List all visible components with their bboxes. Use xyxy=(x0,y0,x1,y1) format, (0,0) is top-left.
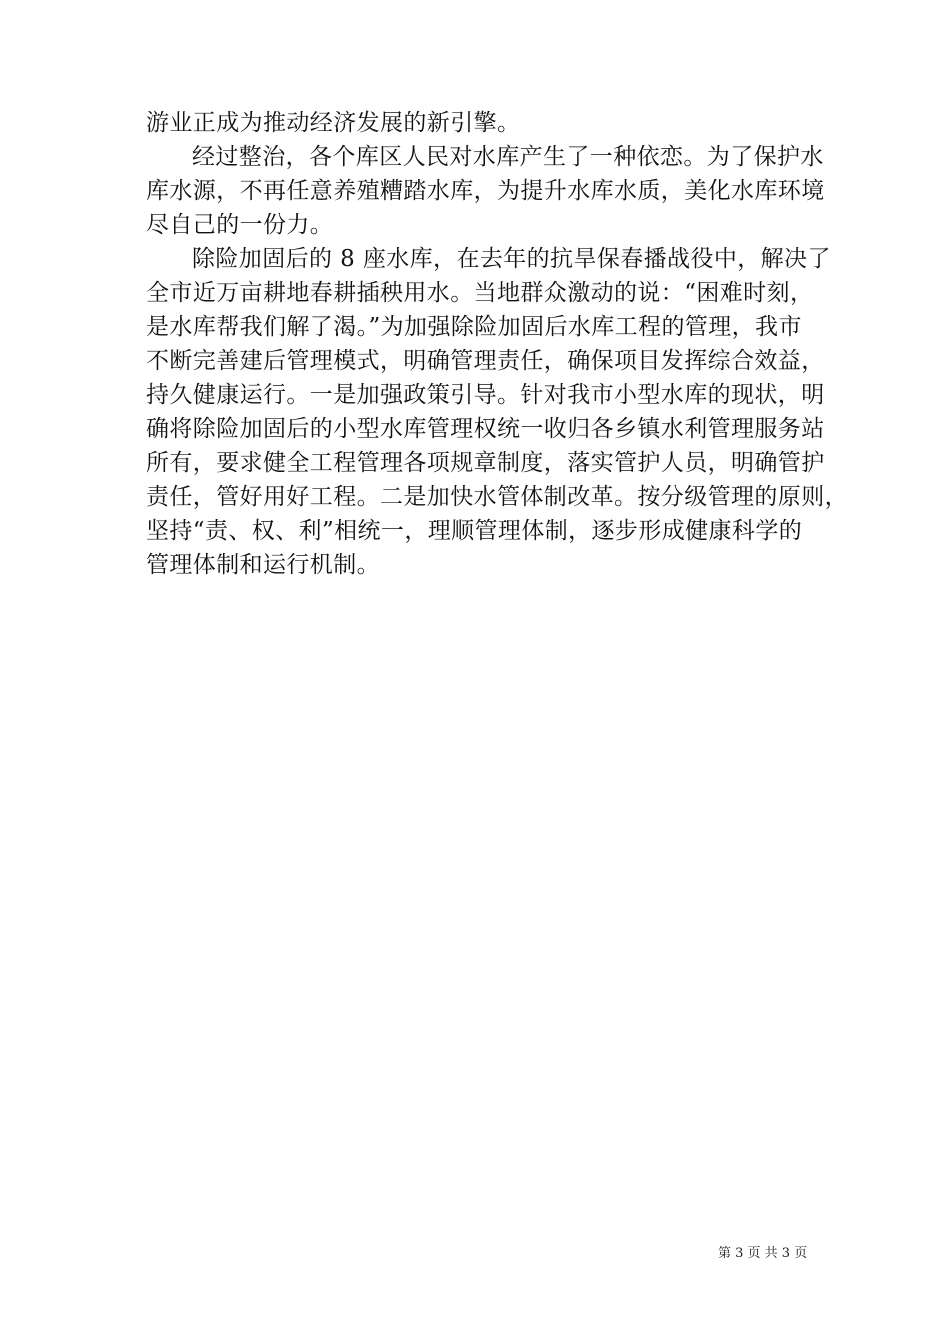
text-line: 确将除险加固后的小型水库管理权统一收归各乡镇水利管理服务站 xyxy=(146,416,825,442)
text-line: 管理体制和运行机制。 xyxy=(146,552,380,578)
text-line: 责任，管好用好工程。二是加快水管体制改革。按分级管理的原则， xyxy=(146,484,848,510)
text-line: 游业正成为推动经济发展的新引擎。 xyxy=(146,110,521,136)
paragraph-start-line: 经过整治，各个库区人民对水库产生了一种依恋。为了保护水 xyxy=(192,144,824,170)
document-body xyxy=(146,106,848,582)
text-line: 持久健康运行。一是加强政策引导。针对我市小型水库的现状，明 xyxy=(146,382,825,408)
text-line: 尽自己的一份力。 xyxy=(146,212,334,238)
text-line: 是水库帮我们解了渴。”为加强除险加固后水库工程的管理，我市 xyxy=(146,314,802,340)
text-line: 坚持“责、权、利”相统一，理顺管理体制，逐步形成健康科学的 xyxy=(146,518,803,544)
paragraph-start-line: 除险加固后的 8 座水库，在去年的抗旱保春播战役中，解决了 xyxy=(192,246,831,272)
text-line: 全市近万亩耕地春耕插秧用水。当地群众激动的说：“困难时刻， xyxy=(146,280,814,306)
text-line: 所有，要求健全工程管理各项规章制度，落实管护人员，明确管护 xyxy=(146,450,825,476)
page-number: 第 3 页 共 3 页 xyxy=(718,1246,808,1261)
text-line: 库水源，不再任意养殖糟踏水库，为提升水库水质，美化水库环境 xyxy=(146,178,825,204)
text-line: 不断完善建后管理模式，明确管理责任，确保项目发挥综合效益， xyxy=(146,348,825,374)
